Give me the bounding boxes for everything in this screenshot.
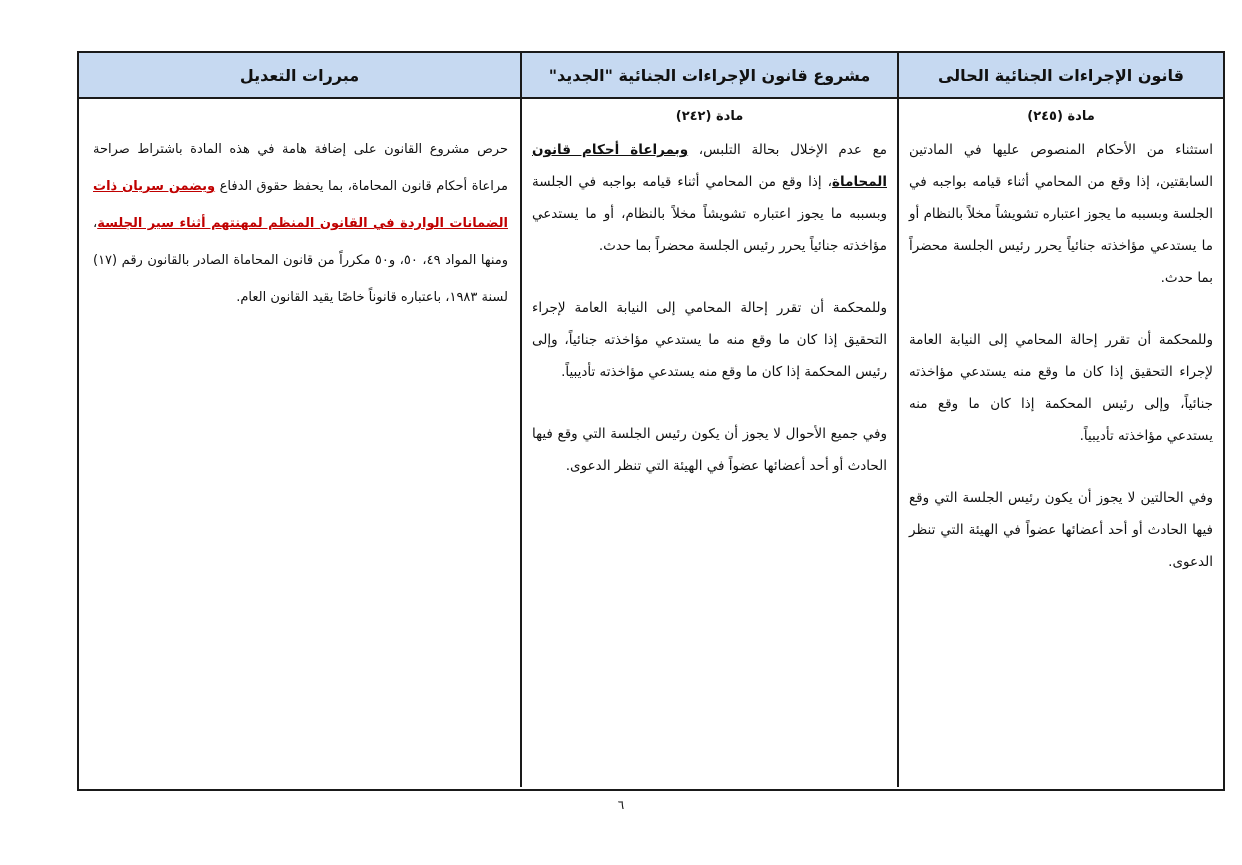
- new-draft-cell: [520, 99, 897, 787]
- current-article-number: مادة (٢٤٥): [1027, 109, 1095, 124]
- comparison-table: [77, 51, 1225, 791]
- table-body-row: [79, 99, 1223, 787]
- current-paragraph-1: استثناء من الأحكام المنصوص عليها في المادتين السابقتين، إذا وقع من المحامي أثناء قيامه بواجبه في الجلسة وبسببه ما يجوز اعتباره تشويشاً مخلاً بالنظام أو ما يستدعي مؤاخذته جنائياً يحرر رئيس الجلسة محضراً بما حدث.: [909, 142, 1213, 286]
- justification-start: حرص مشروع القانون على إضافة هامة في هذه المادة باشتراط صراحة مراعاة أحكام قانون المحاماة، بما يحفظ حقوق الدفاع: [93, 142, 508, 194]
- new-paragraph-1-start: مع عدم الإخلال بحالة التلبس،: [688, 142, 887, 158]
- table-header-row: [79, 53, 1223, 99]
- new-article-number: مادة (٢٤٢): [675, 109, 744, 124]
- justification-text: [79, 131, 520, 316]
- justification-highlight: ويضمن سريان ذات الضمانات الواردة في القانون المنظم لمهنتهم أثناء سير الجلسة: [93, 179, 508, 231]
- new-paragraph-1: [522, 134, 897, 262]
- justifications-cell: [79, 99, 520, 787]
- current-paragraph-3: وفي الحالتين لا يجوز أن يكون رئيس الجلسة التي وقع فيها الحادث أو أحد أعضائها عضواً في الهيئة التي تنظر الدعوى.: [909, 490, 1213, 570]
- justification-rest: ، ومنها المواد ٤٩، ٥٠، و٥٠ مكرراً من قانون المحاماة الصادر بالقانون رقم (١٧) لسنة ١٩٨٣، باعتباره قانوناً خاصًا يقيد القانون العام.: [93, 216, 509, 305]
- current-law-cell: [897, 99, 1223, 787]
- new-paragraph-1-keyword: وبمراعاة أحكام قانون المحاماة: [532, 142, 887, 190]
- header-justifications: مبررات التعديل: [239, 65, 360, 85]
- new-paragraph-3: وفي جميع الأحوال لا يجوز أن يكون رئيس الجلسة التي وقع فيها الحادث أو أحد أعضائها عضواً في الهيئة التي تنظر الدعوى.: [532, 426, 887, 474]
- header-current-law: قانون الإجراءات الجنائية الحالى: [897, 53, 1223, 97]
- new-paragraph-1-rest: ، إذا وقع من المحامي أثناء قيامه بواجبه في الجلسة وبسببه ما يجوز اعتباره تشويشاً مخلاً بالنظام، أو ما يستدعي مؤاخذته جنائياً يحرر رئيس الجلسة محضراً بما حدث.: [532, 174, 887, 254]
- header-new-draft: مشروع قانون الإجراءات الجنائية "الجديد": [520, 53, 897, 97]
- page-number: ٦: [617, 798, 625, 812]
- new-paragraph-2: وللمحكمة أن تقرر إحالة المحامي إلى النيابة العامة لإجراء التحقيق إذا كان ما وقع منه ما يستدعي مؤاخذته جنائياً، وإلى رئيس المحكمة إذا كان ما وقع منه يستدعي مؤاخذته تأديبياً.: [532, 300, 887, 380]
- current-paragraph-2: وللمحكمة أن تقرر إحالة المحامي إلى النيابة العامة لإجراء التحقيق إذا كان ما وقع منه يستدعي مؤاخذته جنائياً، وإلى رئيس المحكمة إذا كان ما وقع منه يستدعي مؤاخذته تأديبياً.: [909, 332, 1213, 444]
